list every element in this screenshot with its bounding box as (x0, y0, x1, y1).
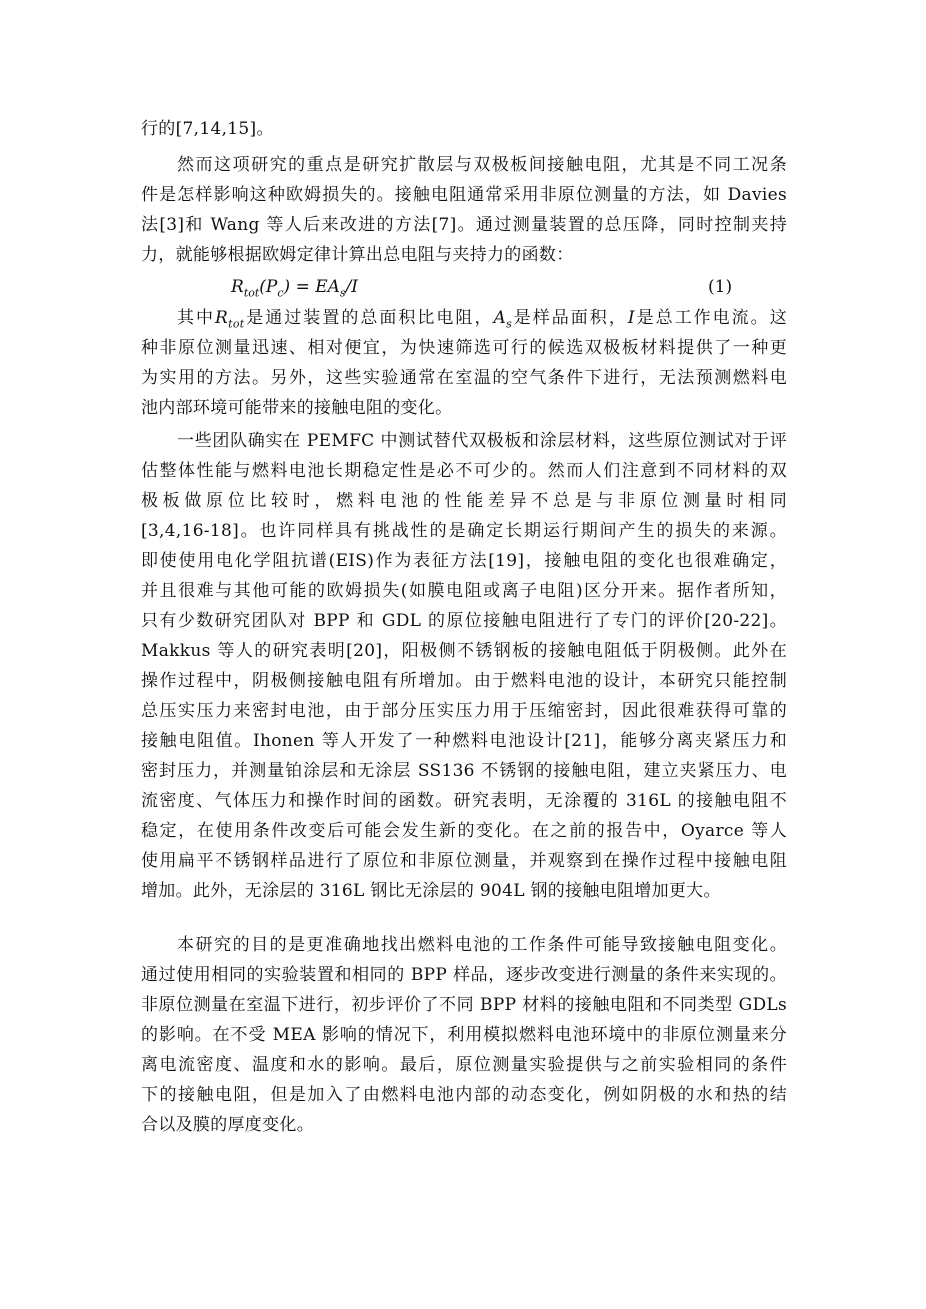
equation-number: (1) (708, 277, 733, 297)
text-line: 件是怎样影响这种欧姆损失的。接触电阻通常采用非原位测量的方法，如 Davies (141, 185, 787, 205)
text-line: 力，就能够根据欧姆定律计算出总电阻与夹持力的函数： (141, 245, 574, 265)
text-line: 下的接触电阻，但是加入了由燃料电池内部的动态变化，例如阴极的水和热的结 (141, 1085, 787, 1105)
paragraph-in-situ-testing (141, 426, 787, 906)
text-line: 增加。此外，无涂层的 316L 钢比无涂层的 904L 钢的接触电阻增加更大。 (141, 881, 721, 901)
text-line: 操作过程中，阴极侧接触电阻有所增加。由于燃料电池的设计，本研究只能控制 (141, 671, 787, 691)
text-line: 接触电阻值。Ihonen 等人开发了一种燃料电池设计[21]，能够分离夹紧压力和 (141, 731, 787, 751)
paragraph-study-aim (141, 930, 787, 1140)
text-line: 稳定，在使用条件改变后可能会发生新的变化。在之前的报告中，Oyarce 等人 (141, 821, 787, 841)
text-line: 通过使用相同的实验装置和相同的 BPP 样品，逐步改变进行测量的条件来实现的。 (141, 965, 787, 985)
text-line: 为实用的方法。另外，这些实验通常在室温的空气条件下进行，无法预测燃料电 (141, 368, 787, 388)
text-line: 非原位测量在室温下进行，初步评价了不同 BPP 材料的接触电阻和不同类型 GDLs (141, 995, 787, 1015)
paragraph-equation-explanation (141, 303, 787, 423)
text-line: 合以及膜的厚度变化。 (141, 1115, 314, 1135)
text-line: 本研究的目的是更准确地找出燃料电池的工作条件可能导致接触电阻变化。 (177, 935, 787, 955)
text-line: 离电流密度、温度和水的影响。最后，原位测量实验提供与之前实验相同的条件 (141, 1055, 787, 1075)
equation-1 (141, 272, 787, 302)
text-line: Makkus 等人的研究表明[20]，阳极侧不锈钢板的接触电阻低于阴极侧。此外在 (141, 641, 787, 661)
text-line: 使用扁平不锈钢样品进行了原位和非原位测量，并观察到在操作过程中接触电阻 (141, 851, 787, 871)
text-line: 极板做原位比较时，燃料电池的性能差异不总是与非原位测量时相同 (141, 491, 787, 511)
paragraph-continuation (141, 114, 787, 144)
text-line: 估整体性能与燃料电池长期稳定性是必不可少的。然而人们注意到不同材料的双 (141, 461, 787, 481)
text-line: 法[3]和 Wang 等人后来改进的方法[7]。通过测量装置的总压降，同时控制夹持 (141, 215, 787, 235)
text-line: 流密度、气体压力和操作时间的函数。研究表明，无涂覆的 316L 的接触电阻不 (141, 791, 787, 811)
text-line: 池内部环境可能带来的接触电阻的变化。 (141, 398, 453, 418)
text-line: [3,4,16-18]。也许同样具有挑战性的是确定长期运行期间产生的损失的来源。 (141, 521, 787, 541)
text-line: 种非原位测量迅速、相对便宜，为快速筛选可行的候选双极板材料提供了一种更 (141, 338, 787, 358)
text-line: 其中$R_{tot}$是通过装置的总面积比电阻，$A_s$是样品面积，I是总工作电流。这 (177, 308, 787, 331)
paragraph-research-focus (141, 150, 787, 270)
text-line: 一些团队确实在 PEMFC 中测试替代双极板和涂层材料，这些原位测试对于评 (177, 431, 787, 451)
text-line: 然而这项研究的重点是研究扩散层与双极板间接触电阻，尤其是不同工况条 (177, 155, 787, 175)
text-line: 并且很难与其他可能的欧姆损失(如膜电阻或离子电阻)区分开来。据作者所知， (141, 581, 787, 601)
equation-formula: $R_{tot}(P_c) = EA_s/I$ (231, 277, 359, 300)
text-line: 行的[7,14,15]。 (141, 119, 274, 139)
text-line: 密封压力，并测量铂涂层和无涂层 SS136 不锈钢的接触电阻，建立夹紧压力、电 (141, 761, 787, 781)
text-line: 即使使用电化学阻抗谱(EIS)作为表征方法[19]，接触电阻的变化也很难确定， (141, 551, 787, 571)
text-line: 只有少数研究团队对 BPP 和 GDL 的原位接触电阻进行了专门的评价[20-22]。 (141, 611, 787, 631)
text-line: 总压实压力来密封电池，由于部分压实压力用于压缩密封，因此很难获得可靠的 (141, 701, 787, 721)
text-line: 的影响。在不受 MEA 影响的情况下，利用模拟燃料电池环境中的非原位测量来分 (141, 1025, 787, 1045)
